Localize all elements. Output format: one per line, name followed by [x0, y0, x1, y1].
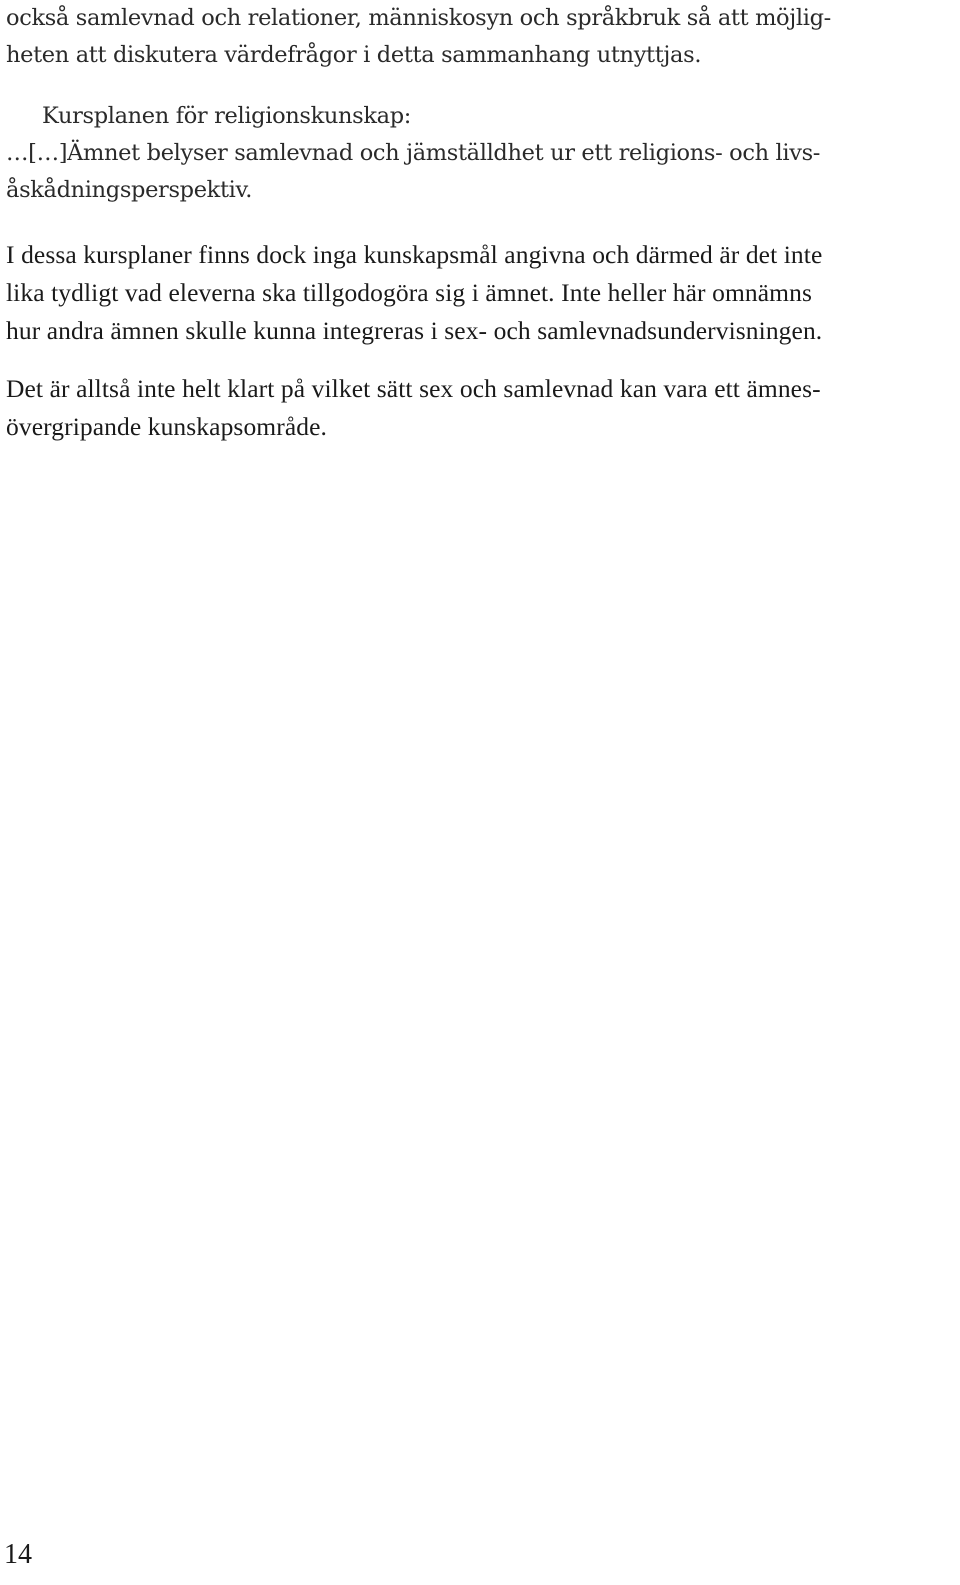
- quoted-curriculum-excerpt: [6, 0, 956, 209]
- page-number: 14: [4, 1539, 32, 1570]
- document-page: [6, 0, 956, 446]
- paragraph-line: hur andra ämnen skulle kunna integreras i sex- och samlevnadsundervisningen.: [6, 316, 823, 345]
- body-paragraph: [6, 236, 956, 350]
- paragraph-line: Det är alltså inte helt klart på vilket sätt sex och samlevnad kan vara ett ämnes-: [6, 374, 821, 403]
- paragraph-line: lika tydligt vad eleverna ska tillgodogöra sig i ämnet. Inte heller här omnämns: [6, 278, 812, 307]
- quote-line: åskådningsperspektiv.: [6, 177, 252, 203]
- quote-line: …[…]Ämnet belyser samlevnad och jämställdhet ur ett religions- och livs-: [6, 140, 821, 166]
- body-paragraph: [6, 370, 956, 446]
- quote-intro-heading: Kursplanen för religionskunskap:: [42, 103, 411, 129]
- paragraph-line: övergripande kunskapsområde.: [6, 412, 327, 441]
- quote-continuation-line: också samlevnad och relationer, människosyn och språkbruk så att möjlig-: [6, 5, 831, 31]
- quote-continuation-line: heten att diskutera värdefrågor i detta sammanhang utnyttjas.: [6, 42, 702, 68]
- paragraph-line: I dessa kursplaner finns dock inga kunskapsmål angivna och därmed är det inte: [6, 240, 823, 269]
